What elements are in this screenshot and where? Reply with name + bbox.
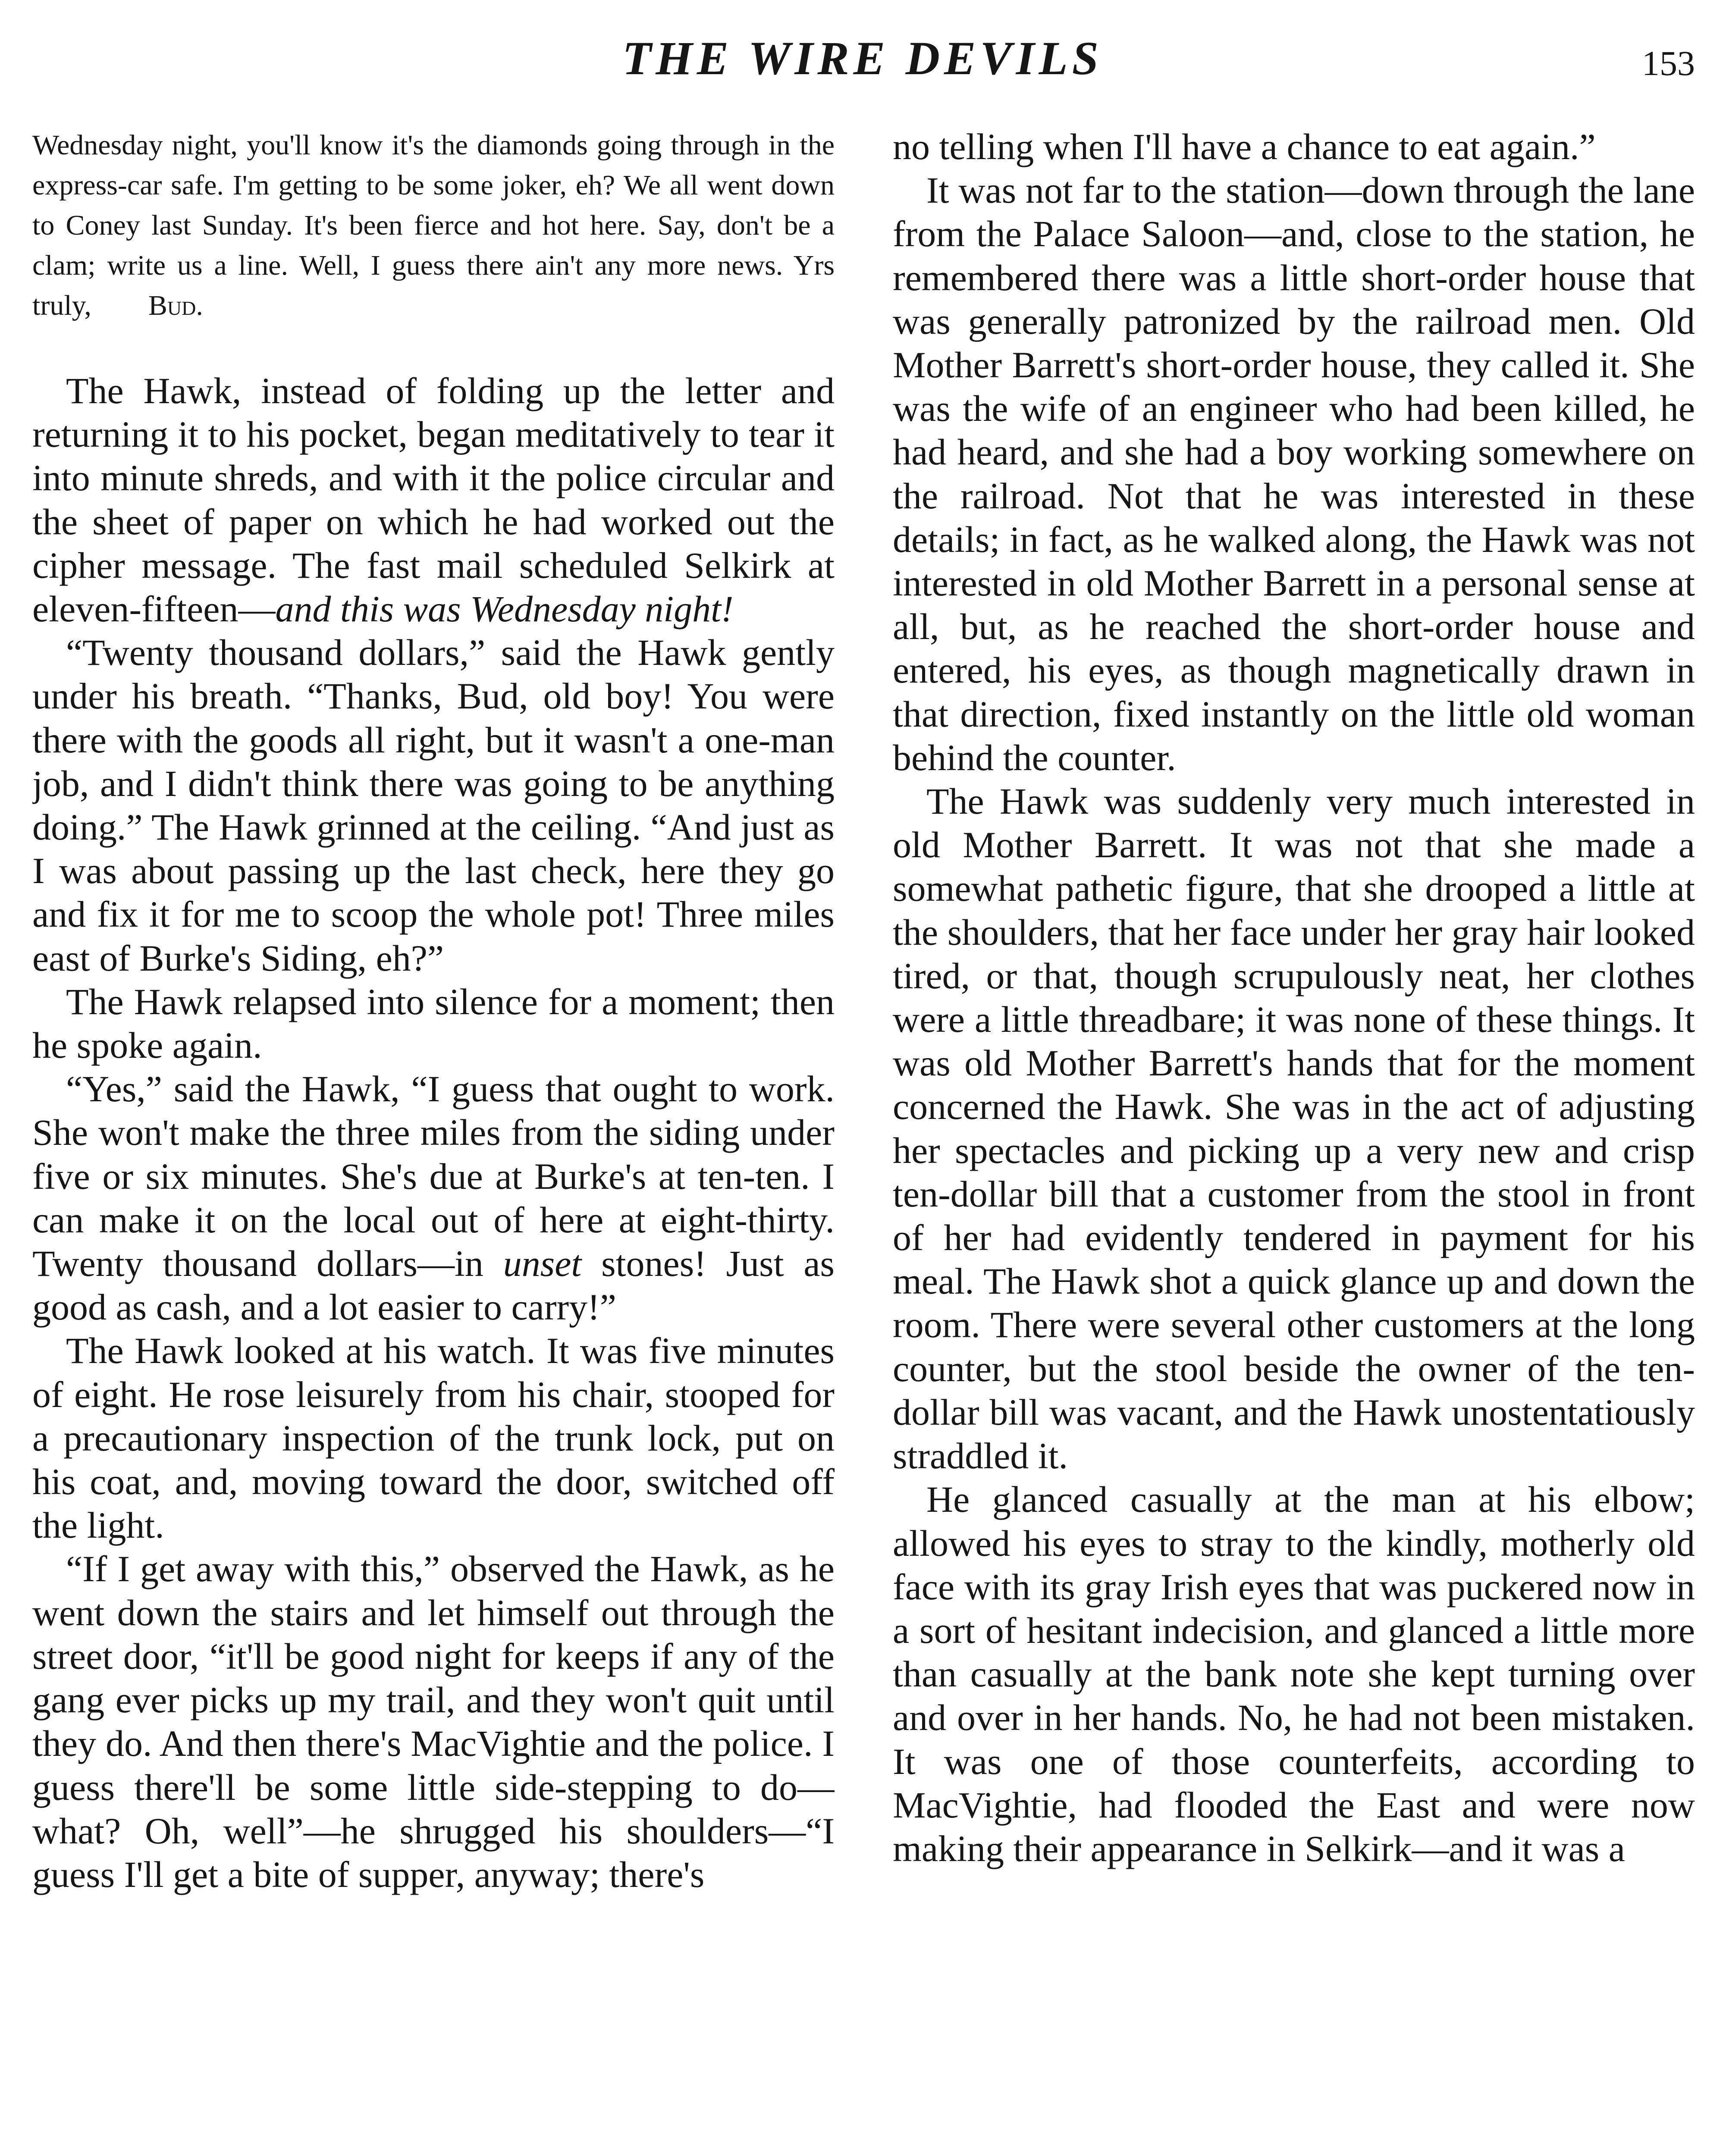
page-number: 153 — [1642, 44, 1695, 83]
running-title: THE WIRE DEVILS — [622, 32, 1103, 85]
paragraph: The Hawk looked at his watch. It was five minutes of eight. He rose leisurely from his chair, stooped for a precautionary inspection of the trunk lock, put on his coat, and, moving toward the door, switched off the light. — [32, 1330, 835, 1546]
paragraph: “Twenty thousand dollars,” said the Hawk gently under his breath. “Thanks, Bud, old boy! You were there with the goods all right, but it wasn't a one-man job, and I didn't think there was going to be anything doing.” The Hawk grinned at the ceiling. “And just as I was about passing up the last check, here they go and fix it for me to scoop the whole pot! Three miles east of Burke's Siding, eh?” — [32, 632, 835, 979]
paragraph: The Hawk relapsed into silence for a moment; then he spoke again. — [32, 981, 835, 1066]
paragraph-emphasis: unset — [503, 1243, 582, 1285]
paragraph-text: “Yes,” said the Hawk, “I guess that ought to work. She won't make the three miles from the siding under five or six minutes. She's due at Burke's at ten-ten. I can make it on the local out of here at eight-thirty. Twenty thousand dollars—in — [32, 1068, 835, 1285]
paragraph — [32, 1067, 835, 1329]
paragraph: no telling when I'll have a chance to eat again.” — [893, 126, 1596, 167]
letter-body: Wednesday night, you'll know it's the diamonds going through in the express-car safe. I'm getting to be some joker, eh? We all went down to Coney last Sunday. It's been fierce and hot here. Say, don't be a clam; write us a line. Well, I guess there ain't any more news. Yrs truly, — [32, 129, 835, 321]
paragraph: It was not far to the station—down through the lane from the Palace Saloon—and, close to the station, he remembered there was a little short-order house that was generally patronized by the railroad men. Old Mother Barrett's short-order house, they called it. She was the wife of an engineer who had been killed, he had heard, and she had a boy working somewhere on the railroad. Not that he was interested in these details; in fact, as he walked along, the Hawk was not interested in old Mother Barrett in a personal sense at all, but, as he reached the short-order house and entered, his eyes, as though magnetically drawn in that direction, fixed instantly on the little old woman behind the counter. — [893, 169, 1695, 778]
paragraph — [32, 369, 835, 631]
paragraph-text: The Hawk, instead of folding up the letter and returning it to his pocket, began meditatively to tear it into minute shreds, and with it the police circular and the sheet of paper on which he had worked out the cipher message. The fast mail scheduled Selkirk at eleven-fifteen— — [32, 370, 835, 630]
paragraph-text: stones! Just as good as cash, and a lot easier to carry!” — [32, 1243, 835, 1328]
letter-excerpt — [32, 125, 835, 358]
paragraph: He glanced casually at the man at his elbow; allowed his eyes to stray to the kindly, motherly old face with its gray Irish eyes that was puckered now in a sort of hesitant indecision, and glanced a little more than casually at the bank note she kept turning over and over in her hands. No, he had not been mistaken. It was one of those counterfeits, according to MacVightie, had flooded the East and were now making their appearance in Selkirk—and it was a — [893, 1479, 1695, 1869]
right-column — [893, 125, 1695, 2156]
paragraph-emphasis: and this was Wednesday night! — [275, 588, 734, 630]
letter-text — [32, 125, 835, 326]
paragraph: “If I get away with this,” observed the Hawk, as he went down the stairs and let himself out through the street door, “it'll be good night for keeps if any of the gang ever picks up my trail, and they won't quit until they do. And then there's MacVightie and the police. I guess there'll be some little side-stepping to do—what? Oh, well”—he shrugged his shoulders—“I guess I'll get a bite of supper, anyway; there's — [32, 1548, 835, 1895]
paragraph: The Hawk was suddenly very much interested in old Mother Barrett. It was not that she made a somewhat pathetic figure, that she drooped a little at the shoulders, that her face under her gray hair looked tired, or that, though scrupulously neat, her clothes were a little threadbare; it was none of these things. It was old Mother Barrett's hands that for the moment concerned the Hawk. She was in the act of adjusting her spectacles and picking up a very new and crisp ten-dollar bill that a customer from the stool in front of her had evidently tendered in payment for his meal. The Hawk shot a quick glance up and down the room. There were several other customers at the long counter, but the stool beside the owner of the ten-dollar bill was vacant, and the Hawk unostentatiously straddled it. — [893, 780, 1695, 1477]
letter-signature: Bud. — [148, 290, 203, 321]
left-column — [32, 125, 835, 2156]
